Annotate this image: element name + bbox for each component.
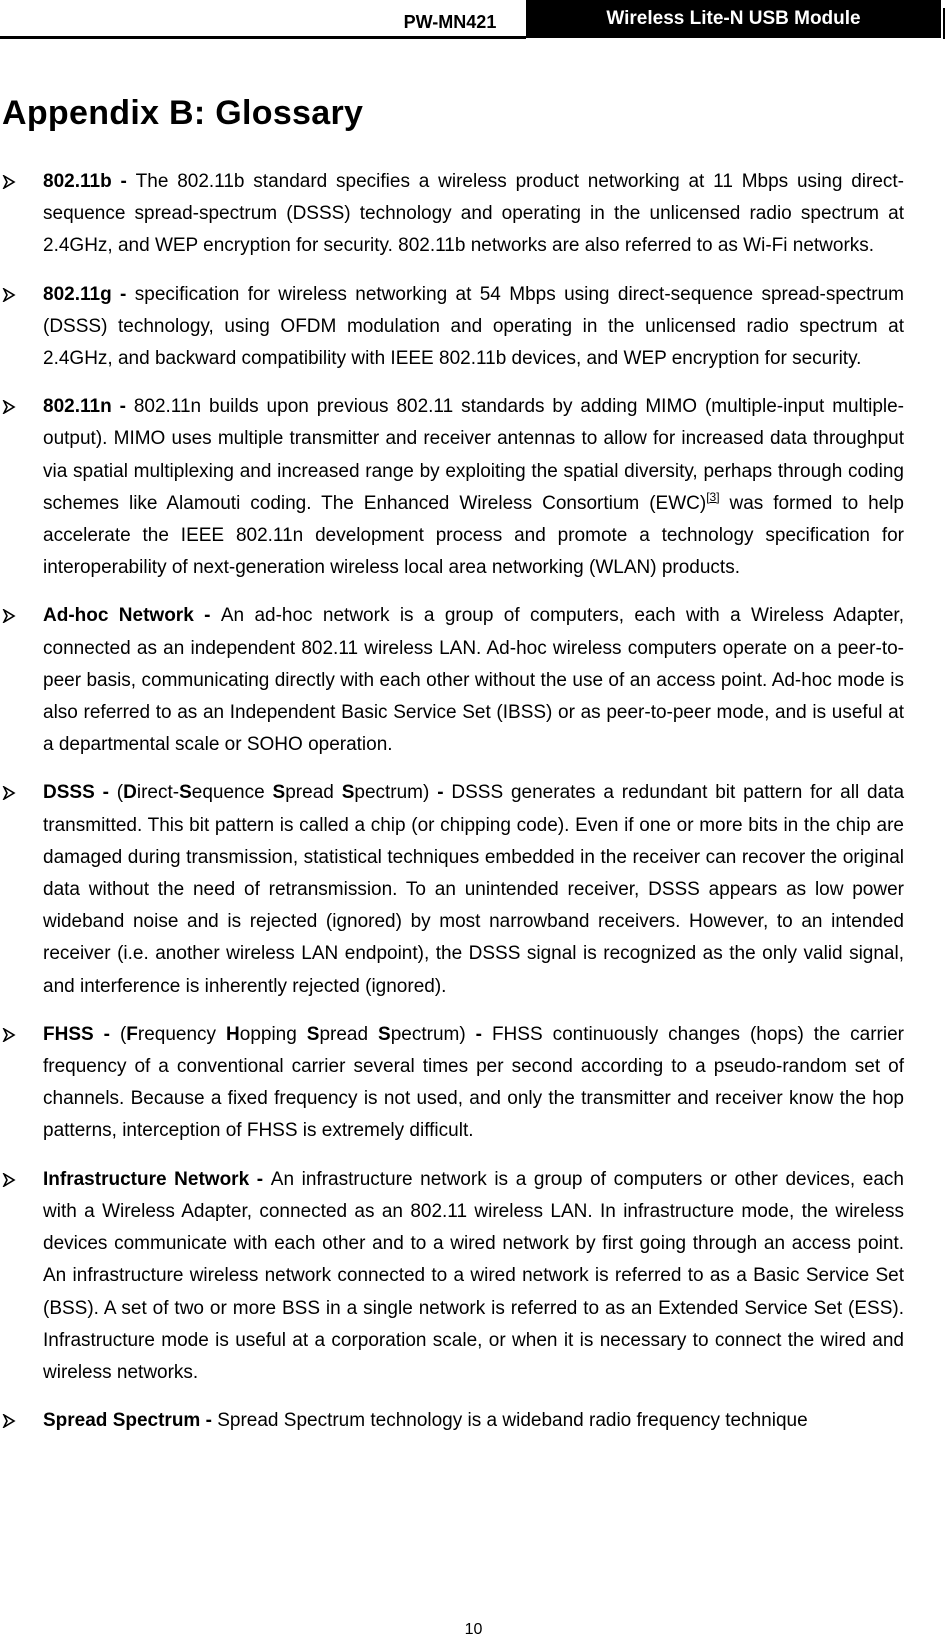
expansion-initial: S [306,1023,320,1045]
glossary-term: 802.11n [43,396,112,418]
glossary-term: Spread Spectrum [43,1410,201,1432]
term-separator: - [429,782,452,804]
arrow-bullet-icon [2,777,20,809]
header-end-rule [943,8,945,39]
term-separator: - [94,782,117,804]
page-title: Appendix B: Glossary [2,94,364,132]
term-separator: - [111,283,135,305]
glossary-definition: specification for wireless networking at 54 Mbps using direct-sequence spread-spectrum (DSSS) technology, using OFDM modulation and operating in the unlicensed radio spectrum at 2.4GHz, and backward compatibility with IEEE 802.11b devices, and WEP encryption for security. [43,283,905,370]
term-separator: - [93,1023,120,1045]
glossary-term: Ad-hoc Network [43,605,194,627]
glossary-definition: FHSS continuously changes (hops) the carrier frequency of a conventional carrier several times per second according to a pseudo-random set of channels. Because a fixed frequency is not used, and only the transmitter and receiver know the hop patterns, interception of FHSS is extremely difficult. [43,1023,904,1142]
expansion-part: irect- [136,782,180,804]
term-separator: - [249,1168,271,1190]
arrow-bullet-icon [2,1164,20,1196]
glossary-definition: An infrastructure network is a group of computers or other devices, each with a Wireless Adapter, connected as an 802.11 wireless LAN. In infrastructure mode, the wireless devices communicate with each other and to a wired network by first going through an access point. An infrastructure wireless network connected to a wired network is referred to as a Basic Service Set (BSS). A set of two or more BSS in a single network is referred to as an Extended Service Set (ESS). Infrastructure mode is useful at a corporation scale, or when it is necessary to connect the wired and wireless networks. [43,1168,904,1383]
glossary-entry-spread-spectrum [0,1405,904,1437]
glossary-definition: 802.11n builds upon previous 802.11 standards by adding MIMO (multiple-input multiple-output). MIMO uses multiple transmitter and receiver antennas to allow for increased data throughput via spatial multiplexing and increased range by exploiting the spatial diversity, perhaps through coding schemes like Alamouti coding. The Enhanced Wireless Consortium (EWC) [43,396,905,514]
page-number: 10 [464,1621,483,1638]
glossary-entry-adhoc [0,600,904,761]
term-separator: - [193,605,221,627]
page-header [0,0,947,40]
glossary-entry-80211b [0,166,904,263]
term-expansion [117,782,430,803]
term-separator: - [465,1023,492,1045]
expansion-initial: S [179,782,192,804]
header-rule [0,36,526,39]
expansion-part: equence [191,782,273,804]
glossary-entry-80211g [0,279,904,376]
expansion-initial: S [272,782,286,804]
arrow-bullet-icon [2,600,20,632]
expansion-part: ( [116,782,124,804]
glossary-term: DSSS [43,782,95,804]
glossary-entry-80211n [0,391,904,584]
header-title: Wireless Lite-N USB Module [526,0,941,38]
glossary-term: 802.11b [43,171,112,192]
glossary-definition: Spread Spectrum technology is a wideband radio frequency technique [217,1410,808,1432]
expansion-initial: F [126,1023,138,1045]
expansion-part: requency [137,1023,227,1045]
glossary-list [0,166,947,1453]
term-separator: - [111,171,136,192]
glossary-term: Infrastructure Network [43,1168,250,1190]
glossary-definition-cont: was formed to help accelerate the IEEE 802.11n development process and promote a technology specification for interoperability of next-generation wireless local area networking (WLAN) products. [43,492,905,579]
glossary-term: 802.11g [43,283,112,305]
glossary-entry-fhss [0,1019,904,1148]
arrow-bullet-icon [2,391,20,423]
glossary-entry-infrastructure [0,1164,904,1389]
expansion-initial: D [123,782,137,804]
expansion-initial: S [341,782,355,804]
glossary-entry-dsss [0,777,904,1002]
glossary-definition: An ad-hoc network is a group of computers, each with a Wireless Adapter, connected as an independent 802.11 wireless LAN. Ad-hoc wireless computers operate on a peer-to-peer basis, communicating directly with each other without the use of an access point. Ad-hoc mode is also referred to as an Independent Basic Service Set (IBSS) or as peer-to-peer mode, and is useful at a departmental scale or SOHO operation. [43,605,904,756]
reference-link[interactable]: [3] [706,489,720,504]
arrow-bullet-icon [2,166,20,198]
term-separator: - [111,396,134,418]
glossary-term: FHSS [43,1023,94,1045]
term-expansion [120,1024,466,1045]
expansion-part: pread [285,782,342,804]
expansion-part: ( [119,1023,127,1045]
expansion-initial: S [378,1023,391,1045]
glossary-definition: DSSS generates a redundant bit pattern for all data transmitted. This bit pattern is called a chip (or chipping code). Even if one or more bits in the chip are damaged during transmission, statistical techniques embedded in the receiver can recover the original data without the need of retransmission. To an unintended receiver, DSSS appears as low power wideband noise and is rejected (ignored) by most narrowband receivers. However, to an intended receiver (i.e. another wireless LAN endpoint), the DSSS signal is recognized as the only valid signal, and interference is inherently rejected (ignored). [43,782,905,997]
term-separator: - [200,1410,218,1432]
arrow-bullet-icon [2,1405,20,1437]
glossary-definition: The 802.11b standard specifies a wireless product networking at 11 Mbps using direct-sequence spread-spectrum (DSSS) technology and operating in the unlicensed radio spectrum at 2.4GHz, and WEP encryption for security. 802.11b networks are also referred to as Wi-Fi networks. [43,171,905,257]
expansion-part: pread [319,1023,379,1045]
expansion-part: pectrum) [390,1023,466,1045]
expansion-part: opping [239,1023,307,1045]
expansion-part: pectrum) [354,782,430,804]
expansion-initial: H [226,1023,240,1045]
header-model: PW-MN421 [403,12,497,32]
arrow-bullet-icon [2,279,20,311]
arrow-bullet-icon [2,1019,20,1051]
